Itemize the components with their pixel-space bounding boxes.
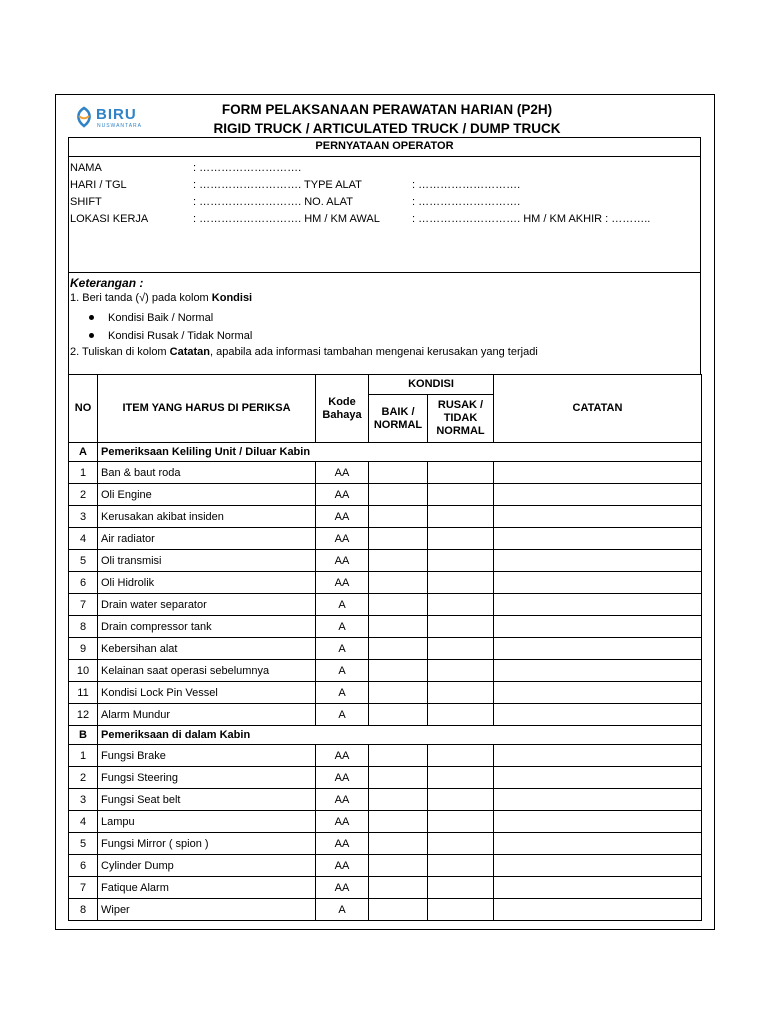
- row-no: 6: [69, 855, 98, 877]
- row-catatan-cell[interactable]: [494, 594, 702, 616]
- row-item: Oli Engine: [98, 484, 316, 506]
- notes-line-2-bold: Catatan: [169, 346, 210, 358]
- row-baik-check-cell[interactable]: [369, 899, 428, 921]
- row-rusak-check-cell[interactable]: [428, 877, 494, 899]
- col-no-header: NO: [69, 375, 98, 443]
- form-title: FORM PELAKSANAAN PERAWATAN HARIAN (P2H): [221, 102, 553, 117]
- row-item: Kelainan saat operasi sebelumnya: [98, 660, 316, 682]
- row-no: 11: [69, 682, 98, 704]
- row-item: Alarm Mundur: [98, 704, 316, 726]
- row-no: 3: [69, 789, 98, 811]
- hari-field[interactable]: : ………………………. TYPE ALAT: [193, 179, 362, 191]
- row-rusak-check-cell[interactable]: [428, 616, 494, 638]
- table-row: [69, 638, 702, 660]
- row-item: Air radiator: [98, 528, 316, 550]
- row-kode: A: [316, 638, 369, 660]
- section-row: [69, 443, 702, 462]
- row-no: 4: [69, 811, 98, 833]
- col-baik-header: BAIK / NORMAL: [369, 395, 428, 443]
- row-no: 8: [69, 616, 98, 638]
- row-kode: AA: [316, 767, 369, 789]
- row-item: Oli transmisi: [98, 550, 316, 572]
- row-rusak-check-cell[interactable]: [428, 767, 494, 789]
- row-catatan-cell[interactable]: [494, 462, 702, 484]
- row-item: Kerusakan akibat insiden: [98, 506, 316, 528]
- row-catatan-cell[interactable]: [494, 528, 702, 550]
- row-kode: AA: [316, 572, 369, 594]
- row-no: 2: [69, 767, 98, 789]
- row-baik-check-cell[interactable]: [369, 682, 428, 704]
- notes-line-2-suffix: , apabila ada informasi tambahan mengenai kerusakan yang terjadi: [210, 346, 538, 358]
- row-rusak-check-cell[interactable]: [428, 855, 494, 877]
- row-catatan-cell[interactable]: [494, 682, 702, 704]
- row-catatan-cell[interactable]: [494, 506, 702, 528]
- row-kode: AA: [316, 811, 369, 833]
- row-no: 7: [69, 877, 98, 899]
- section-code: B: [69, 726, 98, 745]
- row-baik-check-cell[interactable]: [369, 767, 428, 789]
- row-item: Drain compressor tank: [98, 616, 316, 638]
- row-kode: A: [316, 704, 369, 726]
- row-kode: A: [316, 899, 369, 921]
- row-rusak-check-cell[interactable]: [428, 572, 494, 594]
- bullet-dot: [89, 333, 94, 338]
- table-row: [69, 767, 702, 789]
- row-rusak-check-cell[interactable]: [428, 745, 494, 767]
- row-baik-check-cell[interactable]: [369, 704, 428, 726]
- row-baik-check-cell[interactable]: [369, 572, 428, 594]
- hm-field[interactable]: : ………………………. HM / KM AKHIR : ………..: [412, 213, 651, 225]
- row-no: 3: [69, 506, 98, 528]
- table-row: [69, 660, 702, 682]
- notes-line-2-text: 2. Tuliskan di kolom: [70, 346, 170, 358]
- bullet-kondisi-baik: Kondisi Baik / Normal: [108, 312, 214, 324]
- row-baik-check-cell[interactable]: [369, 462, 428, 484]
- row-kode: AA: [316, 855, 369, 877]
- table-row: [69, 682, 702, 704]
- row-rusak-check-cell[interactable]: [428, 704, 494, 726]
- table-row: [69, 572, 702, 594]
- row-no: 1: [69, 745, 98, 767]
- section-row: [69, 726, 702, 745]
- row-catatan-cell[interactable]: [494, 767, 702, 789]
- table-row: [69, 899, 702, 921]
- section-title: Pemeriksaan di dalam Kabin: [98, 726, 702, 745]
- row-baik-check-cell[interactable]: [369, 855, 428, 877]
- row-catatan-cell[interactable]: [494, 877, 702, 899]
- row-rusak-check-cell[interactable]: [428, 462, 494, 484]
- row-baik-check-cell[interactable]: [369, 877, 428, 899]
- row-baik-check-cell[interactable]: [369, 616, 428, 638]
- lokasi-field[interactable]: : ………………………. HM / KM AWAL: [193, 213, 380, 225]
- row-item: Fatique Alarm: [98, 877, 316, 899]
- row-item: Lampu: [98, 811, 316, 833]
- nama-field[interactable]: : ……………………….: [193, 162, 302, 174]
- row-kode: AA: [316, 745, 369, 767]
- row-item: Fungsi Brake: [98, 745, 316, 767]
- row-kode: AA: [316, 484, 369, 506]
- table-row: [69, 789, 702, 811]
- row-item: Fungsi Seat belt: [98, 789, 316, 811]
- row-kode: A: [316, 616, 369, 638]
- row-catatan-cell[interactable]: [494, 638, 702, 660]
- form-subtitle: RIGID TRUCK / ARTICULATED TRUCK / DUMP TRUCK: [213, 121, 561, 136]
- table-row: [69, 550, 702, 572]
- row-catatan-cell[interactable]: [494, 550, 702, 572]
- row-catatan-cell[interactable]: [494, 833, 702, 855]
- row-kode: AA: [316, 506, 369, 528]
- row-catatan-cell[interactable]: [494, 572, 702, 594]
- row-no: 12: [69, 704, 98, 726]
- row-catatan-cell[interactable]: [494, 660, 702, 682]
- row-no: 2: [69, 484, 98, 506]
- row-rusak-check-cell[interactable]: [428, 484, 494, 506]
- row-baik-check-cell[interactable]: [369, 550, 428, 572]
- row-kode: AA: [316, 833, 369, 855]
- row-item: Fungsi Steering: [98, 767, 316, 789]
- row-catatan-cell[interactable]: [494, 855, 702, 877]
- row-item: Drain water separator: [98, 594, 316, 616]
- row-rusak-check-cell[interactable]: [428, 638, 494, 660]
- row-rusak-check-cell[interactable]: [428, 899, 494, 921]
- table-row: [69, 484, 702, 506]
- row-item: Oli Hidrolik: [98, 572, 316, 594]
- table-row: [69, 616, 702, 638]
- row-kode: A: [316, 594, 369, 616]
- logo-word: BIRU: [96, 106, 137, 123]
- row-no: 9: [69, 638, 98, 660]
- row-item: Kondisi Lock Pin Vessel: [98, 682, 316, 704]
- row-baik-check-cell[interactable]: [369, 789, 428, 811]
- row-catatan-cell[interactable]: [494, 484, 702, 506]
- col-kode-header: Kode Bahaya: [316, 375, 369, 443]
- row-rusak-check-cell[interactable]: [428, 550, 494, 572]
- row-no: 1: [69, 462, 98, 484]
- row-catatan-cell[interactable]: [494, 789, 702, 811]
- col-rusak-header: RUSAK / TIDAK NORMAL: [428, 395, 494, 443]
- row-rusak-check-cell[interactable]: [428, 682, 494, 704]
- nama-label: NAMA: [70, 162, 102, 174]
- row-item: Cylinder Dump: [98, 855, 316, 877]
- bullet-dot: [89, 315, 94, 320]
- row-rusak-check-cell[interactable]: [428, 528, 494, 550]
- row-rusak-check-cell[interactable]: [428, 833, 494, 855]
- row-kode: A: [316, 660, 369, 682]
- row-baik-check-cell[interactable]: [369, 811, 428, 833]
- table-row: [69, 745, 702, 767]
- section-title: Pemeriksaan Keliling Unit / Diluar Kabin: [98, 443, 702, 462]
- row-no: 4: [69, 528, 98, 550]
- no-alat-field[interactable]: : ……………………….: [412, 196, 521, 208]
- inspection-table: [68, 374, 702, 921]
- row-no: 5: [69, 833, 98, 855]
- type-alat-field[interactable]: : ……………………….: [412, 179, 521, 191]
- row-kode: AA: [316, 877, 369, 899]
- row-rusak-check-cell[interactable]: [428, 789, 494, 811]
- table-row: [69, 855, 702, 877]
- operator-section-title: PERNYATAAN OPERATOR: [68, 137, 701, 157]
- row-kode: AA: [316, 789, 369, 811]
- row-baik-check-cell[interactable]: [369, 528, 428, 550]
- shift-field[interactable]: : ………………………. NO. ALAT: [193, 196, 353, 208]
- row-no: 7: [69, 594, 98, 616]
- table-row: [69, 811, 702, 833]
- leaf-logo-icon: [74, 106, 94, 128]
- hari-label: HARI / TGL: [70, 179, 127, 191]
- row-baik-check-cell[interactable]: [369, 484, 428, 506]
- row-kode: AA: [316, 528, 369, 550]
- row-no: 10: [69, 660, 98, 682]
- row-baik-check-cell[interactable]: [369, 660, 428, 682]
- row-catatan-cell[interactable]: [494, 811, 702, 833]
- row-item: Ban & baut roda: [98, 462, 316, 484]
- notes-line-1-text: 1. Beri tanda (√) pada kolom: [70, 292, 212, 304]
- table-row: [69, 704, 702, 726]
- row-catatan-cell[interactable]: [494, 704, 702, 726]
- table-row: [69, 528, 702, 550]
- row-kode: A: [316, 682, 369, 704]
- row-kode: AA: [316, 462, 369, 484]
- row-item: Wiper: [98, 899, 316, 921]
- row-no: 8: [69, 899, 98, 921]
- table-row: [69, 462, 702, 484]
- row-baik-check-cell[interactable]: [369, 833, 428, 855]
- table-row: [69, 506, 702, 528]
- row-item: Kebersihan alat: [98, 638, 316, 660]
- notes-line-1-bold: Kondisi: [211, 292, 253, 304]
- row-baik-check-cell[interactable]: [369, 745, 428, 767]
- row-catatan-cell[interactable]: [494, 899, 702, 921]
- row-rusak-check-cell[interactable]: [428, 811, 494, 833]
- lokasi-label: LOKASI KERJA: [70, 213, 149, 225]
- col-catatan-header: CATATAN: [494, 375, 702, 443]
- notes-heading: Keterangan :: [70, 276, 144, 290]
- notes-line-2: [70, 346, 538, 358]
- notes-line-1: [70, 292, 252, 304]
- bullet-kondisi-rusak: Kondisi Rusak / Tidak Normal: [108, 330, 253, 342]
- row-catatan-cell[interactable]: [494, 745, 702, 767]
- shift-label: SHIFT: [70, 196, 102, 208]
- company-logo: [74, 105, 164, 131]
- row-baik-check-cell[interactable]: [369, 638, 428, 660]
- table-row: [69, 833, 702, 855]
- row-no: 5: [69, 550, 98, 572]
- row-rusak-check-cell[interactable]: [428, 506, 494, 528]
- row-baik-check-cell[interactable]: [369, 594, 428, 616]
- table-row: [69, 877, 702, 899]
- row-kode: AA: [316, 550, 369, 572]
- table-row: [69, 594, 702, 616]
- row-rusak-check-cell[interactable]: [428, 594, 494, 616]
- row-item: Fungsi Mirror ( spion ): [98, 833, 316, 855]
- row-no: 6: [69, 572, 98, 594]
- row-baik-check-cell[interactable]: [369, 506, 428, 528]
- operator-section: [68, 137, 701, 273]
- section-code: A: [69, 443, 98, 462]
- col-item-header: ITEM YANG HARUS DI PERIKSA: [98, 375, 316, 443]
- logo-subtext: NUSWANTARA: [97, 123, 142, 129]
- col-kondisi-header: KONDISI: [369, 375, 494, 395]
- row-rusak-check-cell[interactable]: [428, 660, 494, 682]
- row-catatan-cell[interactable]: [494, 616, 702, 638]
